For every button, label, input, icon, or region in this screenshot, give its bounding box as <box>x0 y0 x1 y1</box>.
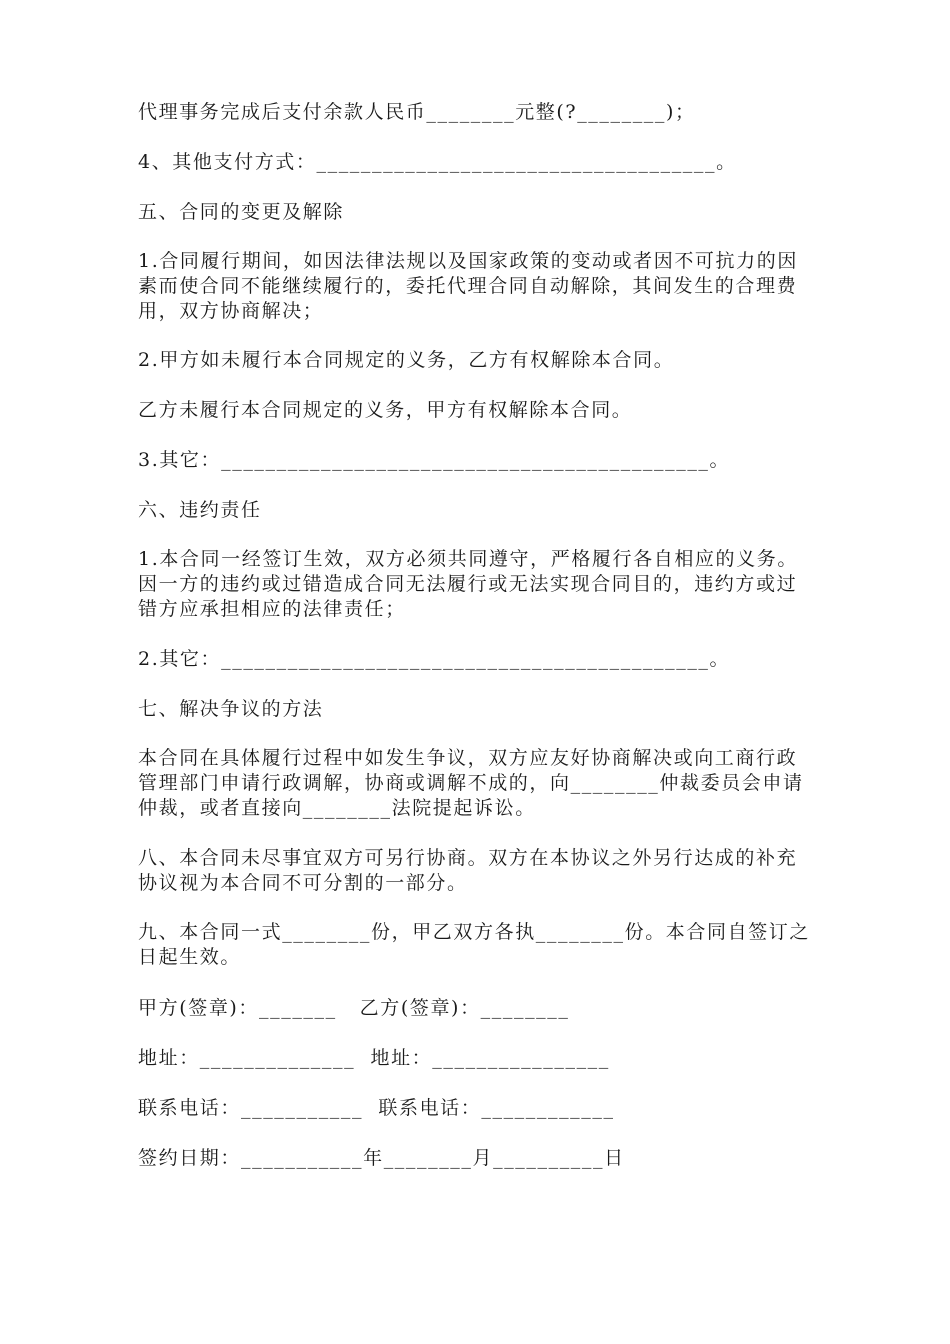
paragraph-other-payment: 4、其他支付方式：____________________________________。 <box>138 151 737 173</box>
phone-line: 联系电话：___________ 联系电话：____________ <box>138 1097 615 1119</box>
paragraph-supplement: 八、本合同未尽事宜双方可另行协商。双方在本协议之外另行达成的补充协议视为本合同不可分割的一部分。 <box>138 847 798 894</box>
heading-breach: 六、违约责任 <box>138 499 262 521</box>
paragraph-change-3: 3.其它：____________________________________________。 <box>138 449 731 471</box>
paragraph-dispute: 本合同在具体履行过程中如发生争议，双方应友好协商解决或向工商行政管理部门申请行政调解，协商或调解不成的，向________仲裁委员会申请仲裁，或者直接向________法院提起诉讼。 <box>138 747 804 819</box>
paragraph-breach-1: 1.本合同一经签订生效，双方必须共同遵守，严格履行各自相应的义务。因一方的违约或过错造成合同无法履行或无法实现合同目的，违约方或过错方应承担相应的法律责任； <box>138 548 798 620</box>
heading-contract-change: 五、合同的变更及解除 <box>138 201 345 223</box>
paragraph-copies: 九、本合同一式________份，甲乙双方各执________份。本合同自签订之日起生效。 <box>138 921 811 968</box>
paragraph-balance-payment: 代理事务完成后支付余款人民币________元整(?________)； <box>138 101 696 123</box>
signature-line: 甲方(签章)：_______ 乙方(签章)：________ <box>138 997 570 1019</box>
paragraph-change-2: 2.甲方如未履行本合同规定的义务，乙方有权解除本合同。 <box>138 349 675 371</box>
address-line: 地址：______________ 地址：________________ <box>138 1047 610 1069</box>
paragraph-breach-2: 2.其它：____________________________________________。 <box>138 648 731 670</box>
date-line: 签约日期：___________年________月__________日 <box>138 1147 625 1169</box>
paragraph-change-1: 1.合同履行期间，如因法律法规以及国家政策的变动或者因不可抗力的因素而使合同不能继续履行的，委托代理合同自动解除，其间发生的合理费用，双方协商解决； <box>138 250 798 322</box>
paragraph-change-2b: 乙方未履行本合同规定的义务，甲方有权解除本合同。 <box>138 399 633 421</box>
heading-dispute: 七、解决争议的方法 <box>138 698 324 720</box>
